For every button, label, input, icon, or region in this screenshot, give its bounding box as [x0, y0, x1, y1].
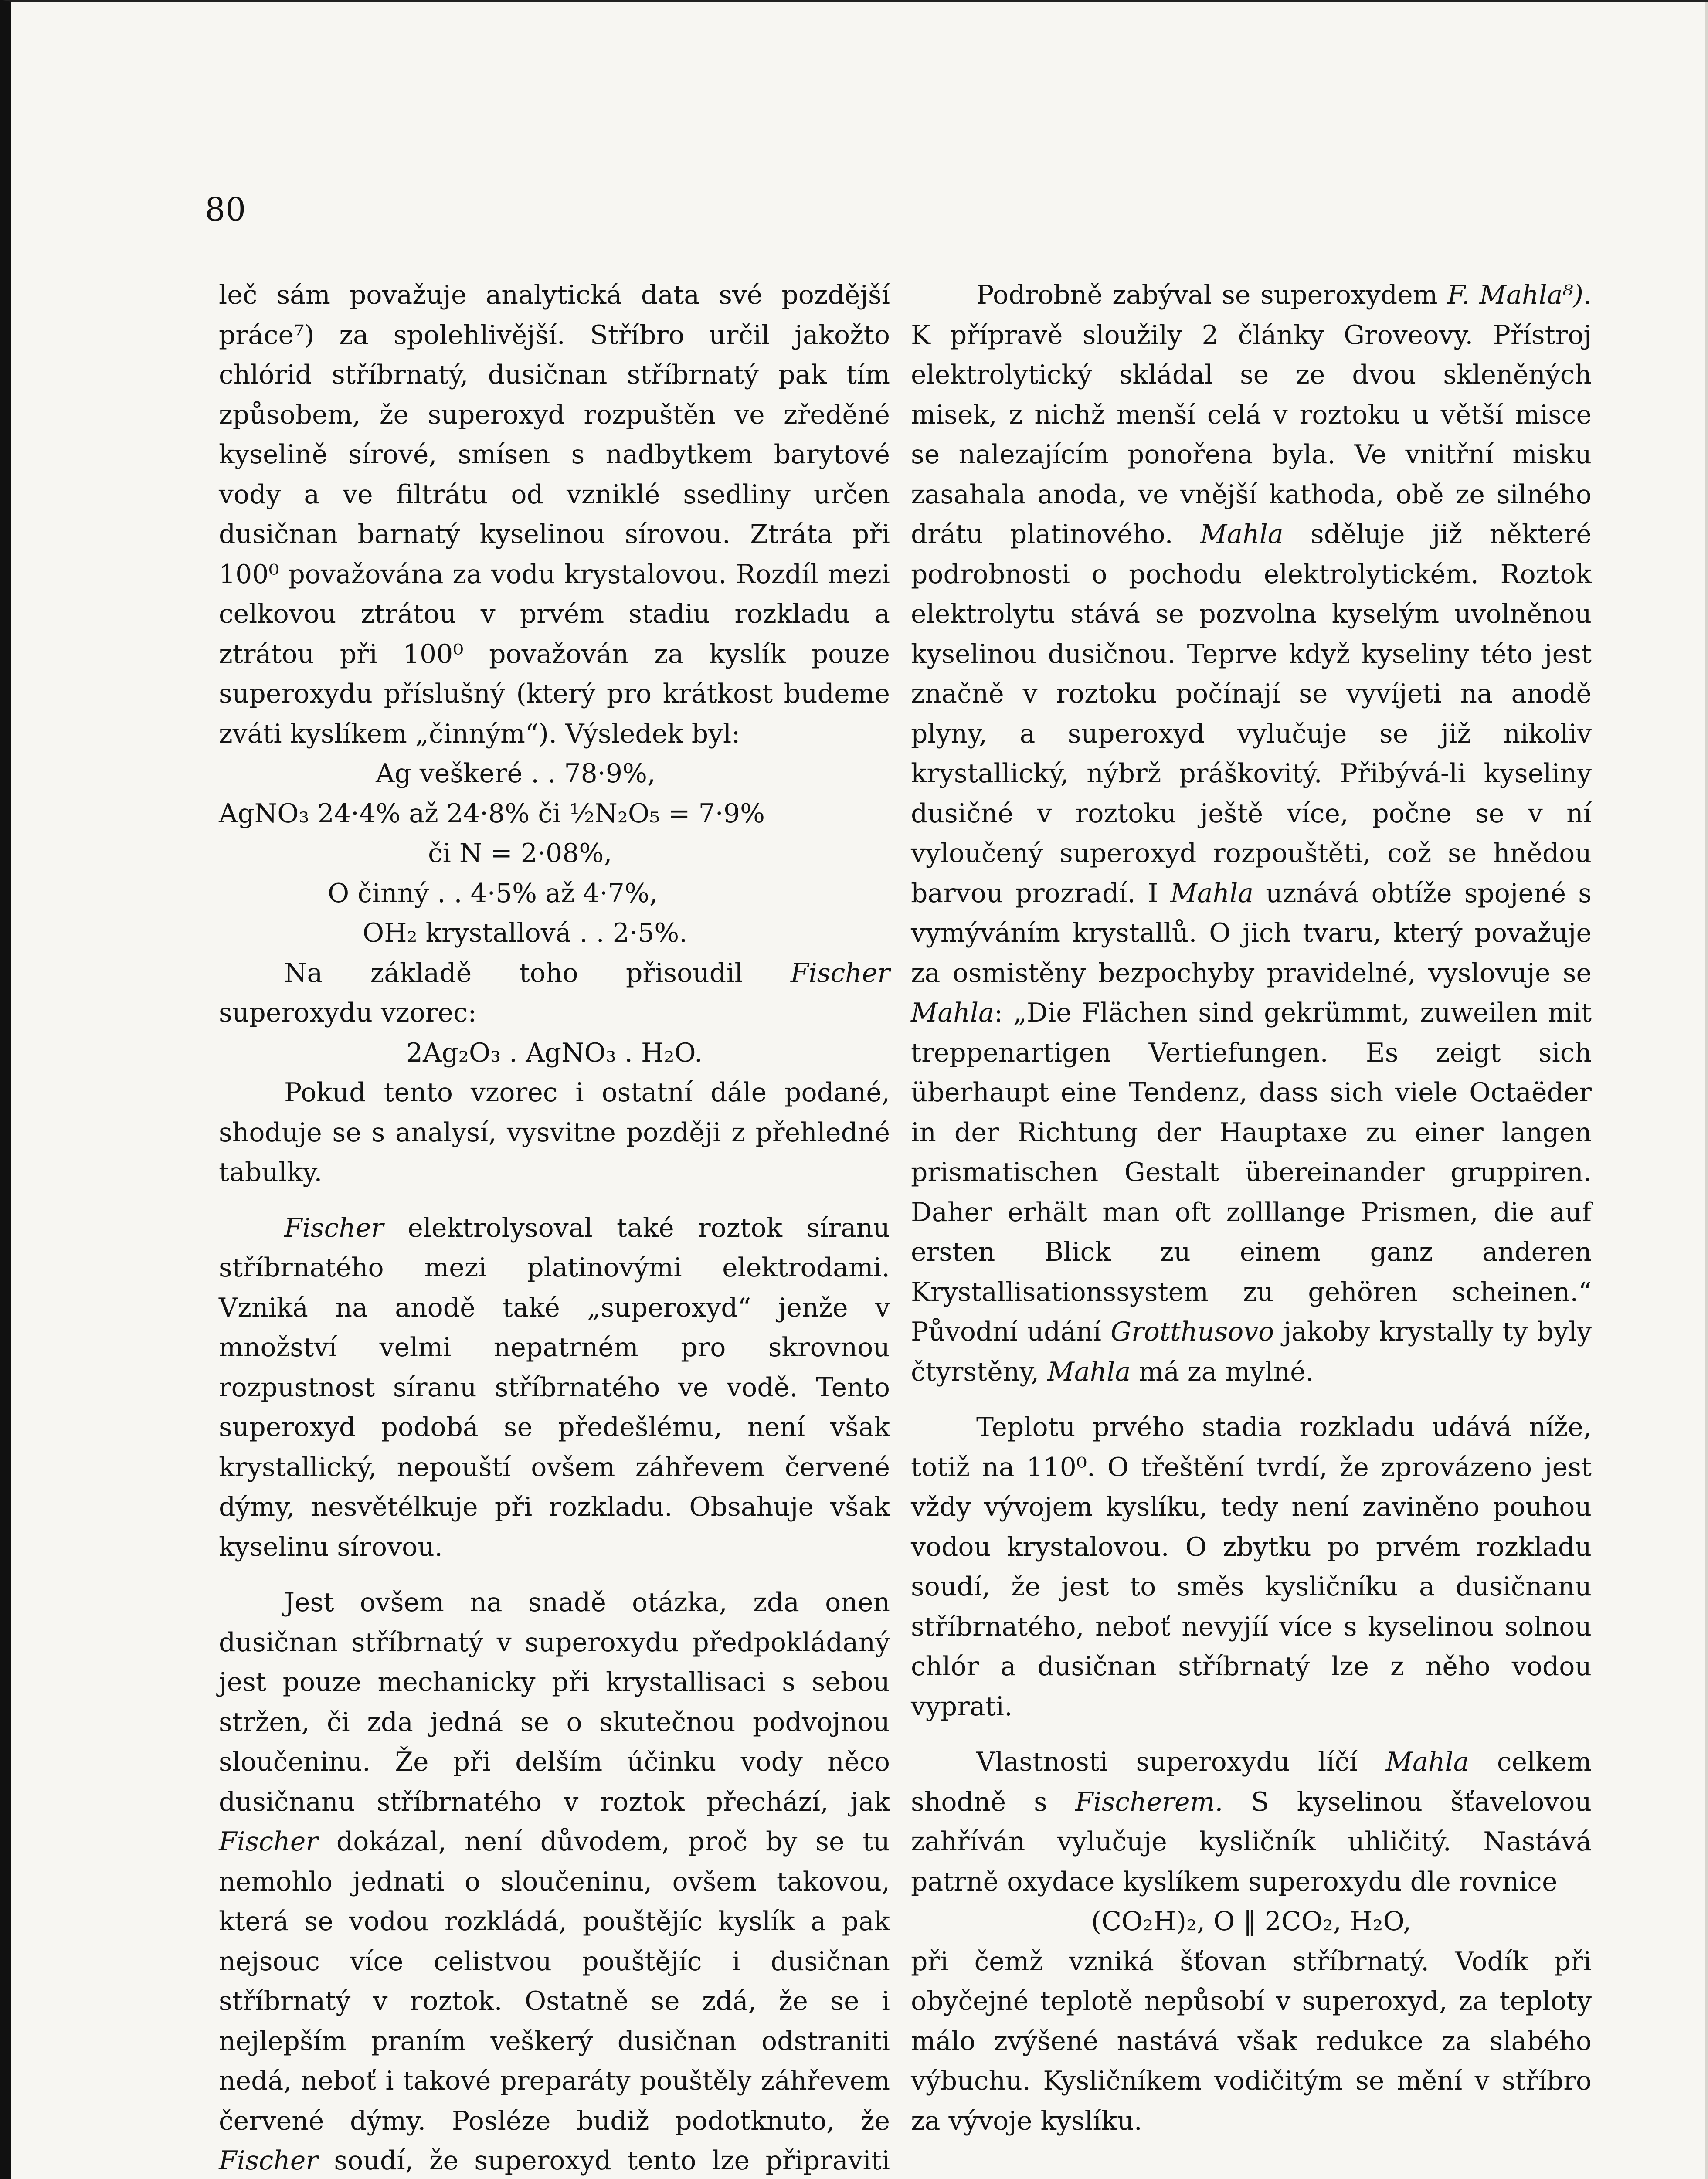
- text-run: Podrobně zabýval se superoxydem: [976, 280, 1447, 310]
- right-paragraph-1: [911, 275, 1592, 1392]
- text-run: má za mylné.: [1131, 1356, 1314, 1387]
- result-line: či N = 2·08%,: [428, 838, 612, 869]
- text-run: Jest ovšem na snadě otázka, zda onen dusičnan stříbrnatý v superoxydu předpokládaný jest pouze mechanicky při krystallisaci s sebou stržen, či zda jedná se o skutečnou podvojnou sloučeninu. Že při delším účinku vody něco dusičnanu stříbrnatého v roztok přechází, jak: [219, 1587, 890, 1817]
- results-list: [219, 754, 890, 954]
- left-paragraph-4: [219, 1208, 890, 1568]
- left-paragraph-5: [219, 1583, 890, 2179]
- text-run: soudí, že superoxyd tento lze připraviti: [334, 2145, 890, 2176]
- page-number: 80: [205, 191, 246, 228]
- text-run: S kyselinou šťavelovou zahříván vylučuje kysličník uhličitý. Nastává patrně oxydace kyslíkem superoxydu dle rovnice: [911, 1786, 1592, 1897]
- left-column: [219, 275, 890, 2179]
- text-run: : „Die Flächen sind gekrümmt, zuweilen mit treppenartigen Vertiefungen. Es zeigt sich überhaupt eine Tendenz, dass sich viele Octaëder in der Richtung der Hauptaxe zu einer langen prismatischen Gestalt übereinander gruppiren. Daher erhält man oft zolllange Prismen, die auf ersten Blick zu einem ganz anderen Krystallisationssystem zu gehören scheinen.“ Původní udání: [911, 998, 1592, 1347]
- right-paragraph-2: Teplotu prvého stadia rozkladu udává níže, totiž na 110⁰. O třeštění tvrdí, že zprovázeno jest vždy vývojem kyslíku, tedy není zaviněno pouhou vodou krystalovou. O zbytku po prvém rozkladu soudí, že jest to směs kysličníku a dusičnanu stříbrnatého, neboť nevyjíí více s kyselinou solnou chlór a dusičnan stříbrnatý lze z něho vodou vyprati.: [911, 1412, 1592, 1722]
- text-run: sděluje již některé podrobnosti o pochodu elektrolytickém. Roztok elektrolytu stává se pozvolna kyselým uvolněnou kyselinou dusičnou. Teprve když kyseliny této jest značně v roztoku počínají se vyvíjeti na anodě plyny, a superoxyd vylučuje se již nikoliv krystallický, nýbrž práškovitý. Přibývá-li kyseliny dusičné v roztoku ještě více, počne se v ní vyloučený superoxyd rozpouštěti, což se hnědou barvou prozradí. I: [911, 519, 1592, 909]
- author-name: Grotthusovo: [1110, 1317, 1274, 1347]
- text-run: uznává obtíže spojené s vymýváním krystallů. O jich tvaru, který považuje za osmistěny bezpochyby pravidelné, vyslovuje se: [911, 878, 1592, 988]
- text-run: elektrolysoval také roztok síranu stříbrnatého mezi platinovými elektrodami. Vzniká na anodě také „superoxyd“ jenže v množství velmi nepatrném pro skrovnou rozpustnost síranu stříbrnatého ve vodě. Tento superoxyd podobá se předešlému, není však krystallický, nepouští ovšem záhřevem červené dýmy, nesvětélkuje při rozkladu. Obsahuje však kyselinu sírovou.: [219, 1212, 890, 1562]
- right-paragraph-4: při čemž vzniká šťovan stříbrnatý. Vodík při obyčejné teplotě nepůsobí v superoxyd, za teploty málo zvýšené nastává však redukce za slabého výbuchu. Kysličníkem vodičitým se mění v stříbro za vývoje kyslíku.: [911, 1946, 1592, 2136]
- text-run: dokázal, není důvodem, proč by se tu nemohlo jednati o sloučeninu, ovšem takovou, která se vodou rozkládá, pouštějíc kyslík a pak nejsouc více celistvou pouštějíc i dusičnan stříbrnatý v roztok. Ostatně se zdá, že se i nejlepším praním veškerý dusičnan odstraniti nedá, neboť i takové preparáty pouštěly záhřevem červené dýmy. Posléze budiž podotknuto, že: [219, 1826, 890, 2136]
- author-name: Fischer: [219, 2145, 319, 2176]
- scan-edge: [1705, 2, 1708, 2179]
- text-run: Na základě toho přisoudil: [284, 957, 791, 988]
- author-name: Mahla: [1200, 519, 1284, 550]
- author-name: Fischer: [219, 1826, 319, 1857]
- formula: (CO₂H)₂, O ‖ 2CO₂, H₂O,: [1091, 1906, 1412, 1937]
- left-paragraph-1: leč sám považuje analytická data své pozdější práce⁷) za spolehlivější. Stříbro určil jakožto chlórid stříbrnatý, dusičnan stříbrnatý pak tím způsobem, že superoxyd rozpuštěn ve zředěné kyselině sírové, smísen s nadbytkem barytové vody a ve filtrátu od vzniklé ssedliny určen dusičnan barnatý kyselinou sírovou. Ztráta při 100⁰ považována za vodu krystalovou. Rozdíl mezi celkovou ztrátou v prvém stadiu rozkladu a ztrátou při 100⁰ považován za kyslík pouze superoxydu příslušný (který pro krátkost budeme zváti kyslíkem „činným“). Výsledek byl:: [219, 280, 890, 749]
- text-run: jakoby krystally ty byly čtyrstěny,: [911, 1317, 1592, 1387]
- author-name: Mahla: [1385, 1747, 1469, 1777]
- result-line: AgNO₃ 24·4% až 24·8% či ½N₂O₅ = 7·9%: [219, 798, 765, 829]
- author-name: Fischer: [790, 957, 890, 988]
- left-paragraph-2: [219, 954, 890, 1033]
- text-run: superoxydu vzorec:: [219, 998, 477, 1028]
- formula: 2Ag₂O₃ . AgNO₃ . H₂O.: [406, 1037, 703, 1068]
- left-paragraph-3: Pokud tento vzorec i ostatní dále podané, shoduje se s analysí, vysvitne později z přehledné tabulky.: [219, 1077, 890, 1188]
- right-paragraph-3: [911, 1742, 1592, 1902]
- text-run: Vlastnosti superoxydu líčí: [976, 1747, 1386, 1777]
- author-name: Fischer: [284, 1212, 384, 1243]
- author-name: Fischerem.: [1075, 1786, 1223, 1817]
- text-run: . K přípravě sloužily 2 články Groveovy. Přístroj elektrolytický skládal se ze dvou skleněných misek, z nichž menší celá v roztoku u větší misce se nalezajícím ponořena byla. Ve vnitřní misku zasahala anoda, ve vnější kathoda, obě ze silného drátu platinového.: [911, 280, 1592, 550]
- author-name: Mahla: [1170, 878, 1254, 909]
- author-name: F. Mahla⁸): [1447, 280, 1583, 310]
- author-name: Mahla: [911, 998, 994, 1028]
- author-name: Mahla: [1047, 1356, 1131, 1387]
- result-line: Ag veškeré . . 78·9%,: [376, 758, 656, 789]
- result-line: OH₂ krystallová . . 2·5%.: [363, 918, 688, 948]
- result-line: O činný . . 4·5% až 4·7%,: [328, 878, 658, 909]
- right-column: [911, 275, 1592, 2141]
- text-run: celkem shodně s: [911, 1747, 1592, 1817]
